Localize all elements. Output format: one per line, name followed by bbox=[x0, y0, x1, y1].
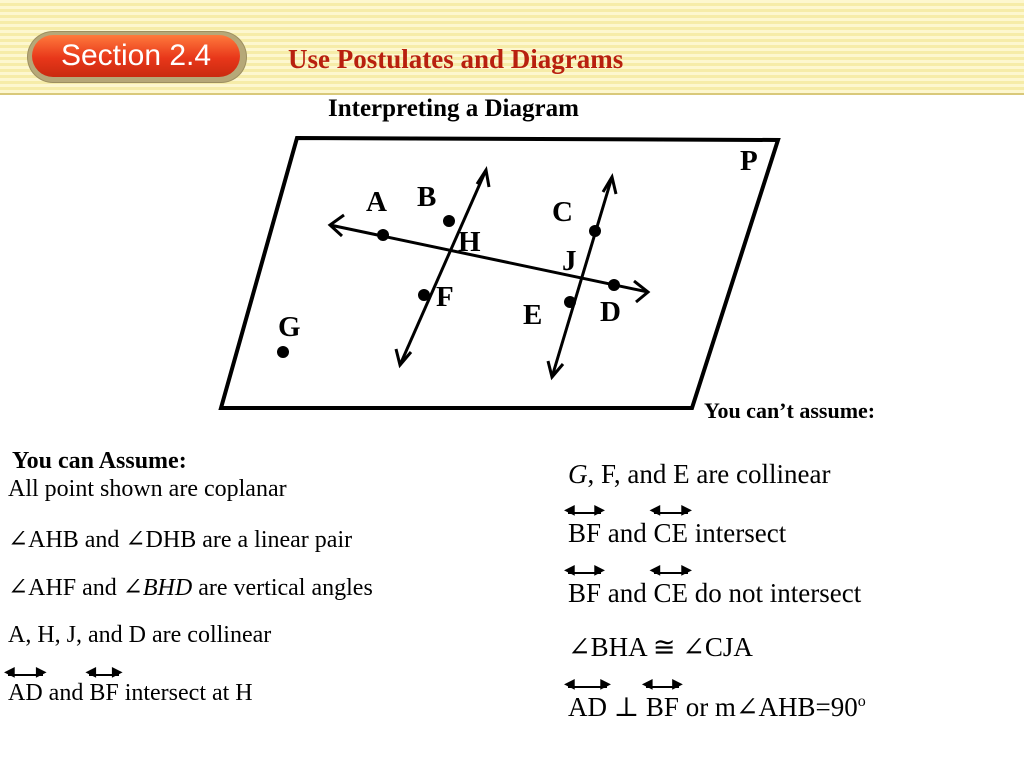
line-symbol-bf-2: ◀ ▶ BF bbox=[564, 503, 606, 548]
label-g: G bbox=[278, 311, 301, 343]
line-symbol-ce: ◀ ▶ CE bbox=[649, 503, 693, 548]
page-title: Use Postulates and Diagrams bbox=[288, 44, 624, 74]
label-e: E bbox=[523, 299, 543, 331]
line-symbol-bf: ◀ ▶ BF bbox=[85, 665, 123, 706]
point-d bbox=[608, 279, 620, 291]
cannot-bf-ce-intersect: ◀ ▶ BF and ◀ ▶ CE intersect bbox=[564, 503, 787, 548]
assume-linear-pair: ∠AHB and ∠DHB are a linear pair bbox=[8, 527, 353, 553]
point-b bbox=[443, 215, 455, 227]
point-f bbox=[418, 289, 430, 301]
label-a: A bbox=[366, 186, 387, 218]
vertical-text-b: BHD bbox=[142, 575, 193, 601]
label-plane-p: P bbox=[740, 145, 758, 177]
line-symbol-bf-4: ◀ ▶ BF bbox=[641, 677, 683, 722]
label-c: C bbox=[552, 196, 573, 228]
line-symbol-ce-2: ◀ ▶ CE bbox=[649, 563, 693, 608]
assume-intersect-at-h: ◀ ▶ AD and ◀ ▶ BF intersect at H bbox=[4, 665, 253, 706]
plane-outline bbox=[221, 138, 778, 408]
label-d: D bbox=[600, 296, 621, 328]
label-h: H bbox=[458, 226, 481, 258]
label-f: F bbox=[436, 281, 454, 313]
vertical-text-a: ∠AHF and ∠ bbox=[8, 575, 143, 601]
vertical-text-c: are vertical angles bbox=[192, 575, 373, 601]
point-g bbox=[277, 346, 289, 358]
cannot-congruent-angles: ∠BHA ≅ ∠CJA bbox=[568, 632, 753, 662]
section-badge-label: Section 2.4 bbox=[32, 35, 240, 77]
cannot-perpendicular: ◀ ▶ AD ⊥ ◀ ▶ BF or $m\angle AHB=90^o$ bbox=[564, 677, 866, 722]
assume-coplanar: All point shown are coplanar bbox=[8, 476, 287, 502]
diagram-title: Interpreting a Diagram bbox=[328, 95, 579, 122]
line-symbol-bf-3: ◀ ▶ BF bbox=[564, 563, 606, 608]
assume-collinear: A, H, J, and D are collinear bbox=[8, 622, 272, 648]
line-symbol-ad: ◀ ▶ AD bbox=[4, 665, 47, 706]
cannot-assume-heading: You can’t assume: bbox=[704, 398, 876, 423]
assume-vertical-angles bbox=[8, 573, 373, 602]
line-bf bbox=[400, 170, 486, 365]
point-a bbox=[377, 229, 389, 241]
cannot-bf-ce-not-intersect: ◀ ▶ BF and ◀ ▶ CE do not intersect bbox=[564, 563, 862, 608]
label-b: B bbox=[417, 181, 437, 213]
cannot-gfe-collinear: G, F, and E are collinear bbox=[568, 459, 831, 489]
can-assume-heading: You can Assume: bbox=[12, 448, 187, 474]
point-e bbox=[564, 296, 576, 308]
line-symbol-ad-2: ◀ ▶ AD bbox=[564, 677, 611, 722]
point-c bbox=[589, 225, 601, 237]
label-j: J bbox=[562, 245, 577, 277]
